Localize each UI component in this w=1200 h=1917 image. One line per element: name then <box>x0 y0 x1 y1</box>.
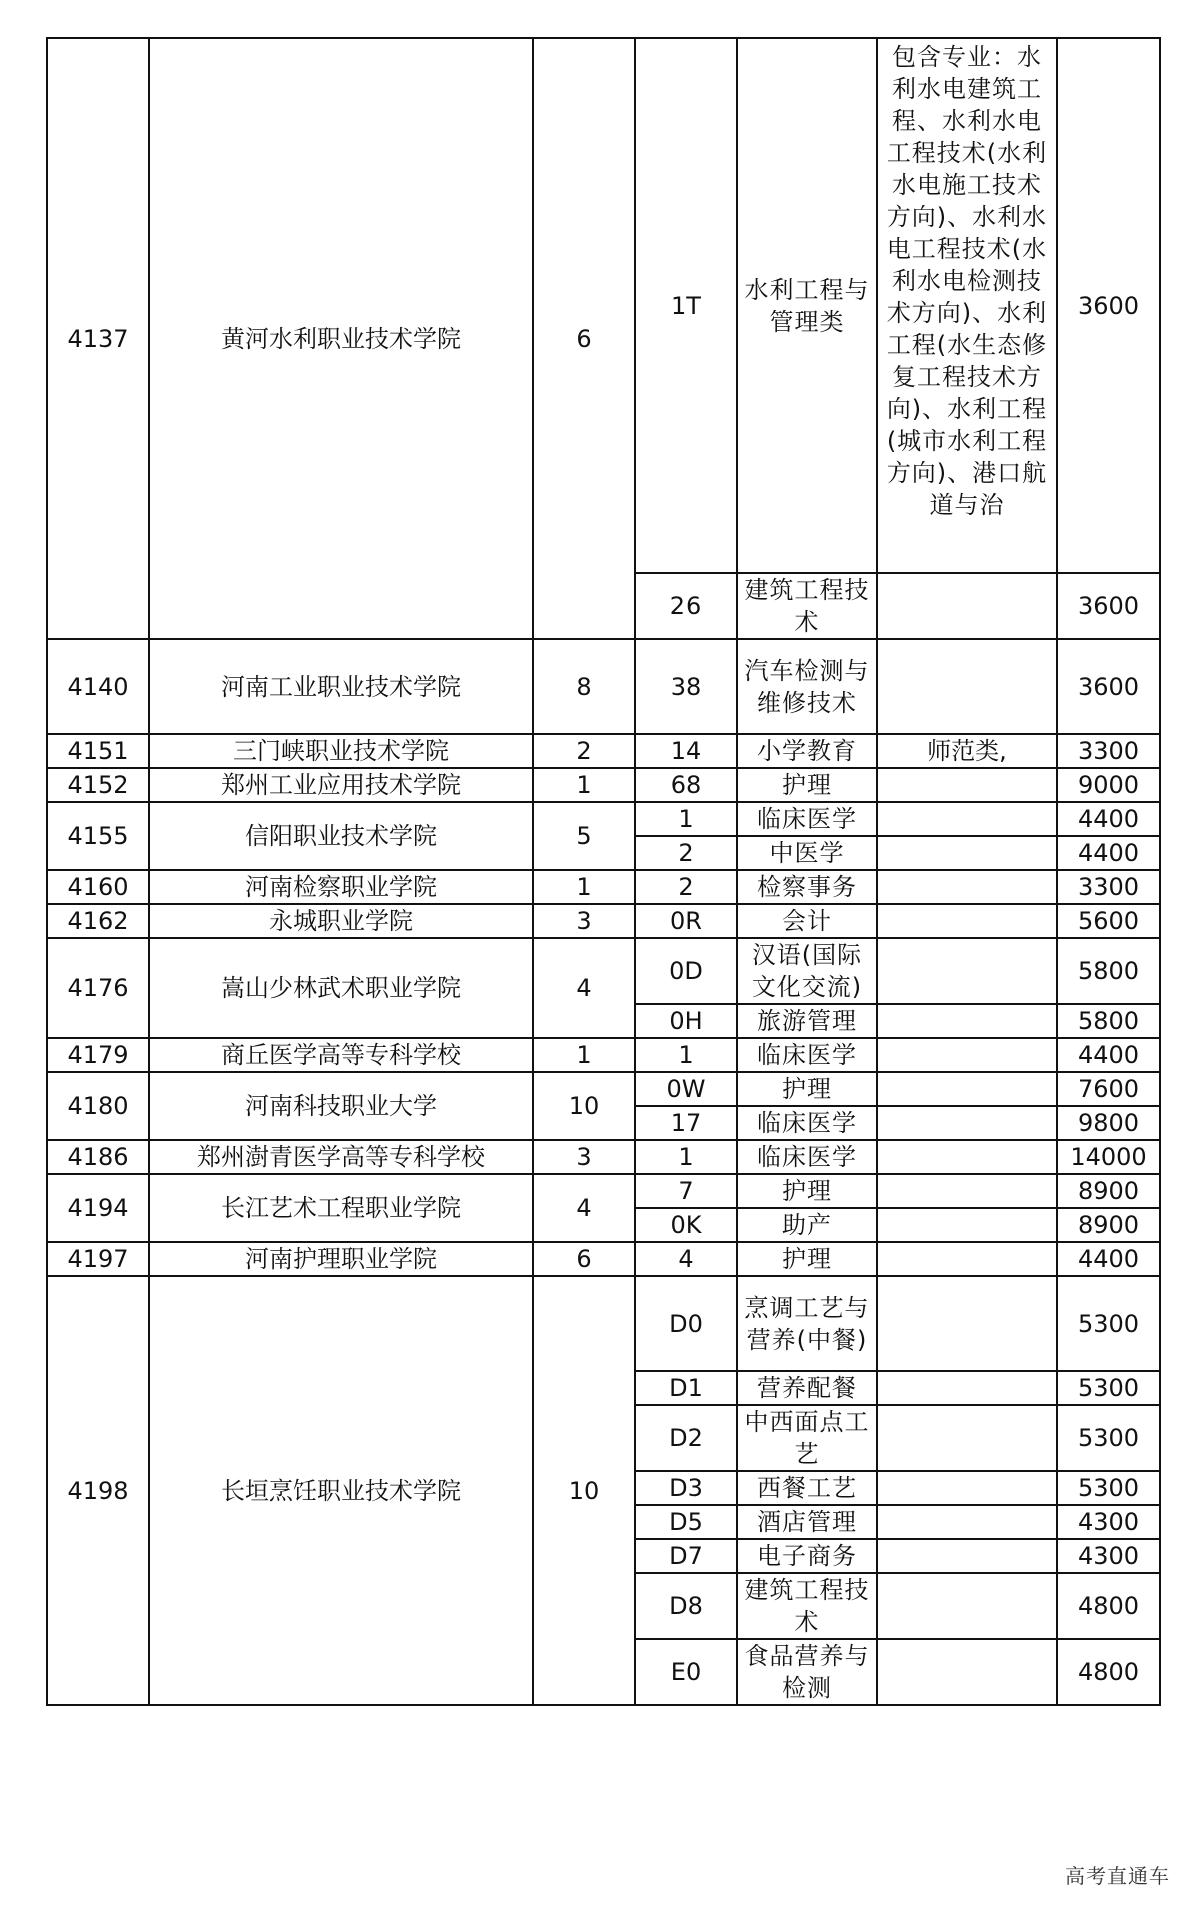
fee-cell: 4400 <box>1057 802 1160 836</box>
major-name-cell: 临床医学 <box>737 802 877 836</box>
major-code-cell: 0K <box>635 1208 737 1242</box>
school-name-cell: 商丘医学高等专科学校 <box>149 1038 533 1072</box>
major-code-cell: D8 <box>635 1573 737 1639</box>
major-name-cell: 助产 <box>737 1208 877 1242</box>
major-name-cell: 水利工程与管理类 <box>737 38 877 573</box>
note-cell <box>877 1208 1057 1242</box>
major-code-cell: 1 <box>635 1038 737 1072</box>
table-row <box>47 1276 1160 1371</box>
note-cell <box>877 639 1057 734</box>
note-cell <box>877 1371 1057 1405</box>
plan-count-cell: 10 <box>533 1072 635 1140</box>
fee-cell: 5800 <box>1057 938 1160 1004</box>
major-name-cell: 临床医学 <box>737 1038 877 1072</box>
note-cell <box>877 1276 1057 1371</box>
school-code-cell: 4137 <box>47 38 149 639</box>
plan-count-cell: 4 <box>533 1174 635 1242</box>
fee-cell: 7600 <box>1057 1072 1160 1106</box>
table-row <box>47 1038 1160 1072</box>
major-name-cell: 建筑工程技术 <box>737 1573 877 1639</box>
major-name-cell: 建筑工程技术 <box>737 573 877 639</box>
fee-cell: 9800 <box>1057 1106 1160 1140</box>
plan-count-cell: 2 <box>533 734 635 768</box>
table-row <box>47 1072 1160 1106</box>
major-name-cell: 护理 <box>737 1072 877 1106</box>
major-name-cell: 小学教育 <box>737 734 877 768</box>
school-code-cell: 4186 <box>47 1140 149 1174</box>
note-cell <box>877 938 1057 1004</box>
fee-cell: 4400 <box>1057 836 1160 870</box>
note-cell <box>877 802 1057 836</box>
note-cell <box>877 1140 1057 1174</box>
fee-cell: 5300 <box>1057 1471 1160 1505</box>
fee-cell: 4300 <box>1057 1539 1160 1573</box>
fee-cell: 5300 <box>1057 1371 1160 1405</box>
admissions-table <box>46 37 1161 1706</box>
table-row <box>47 1174 1160 1208</box>
plan-count-cell: 6 <box>533 1242 635 1276</box>
school-name-cell: 郑州澍青医学高等专科学校 <box>149 1140 533 1174</box>
table-row <box>47 639 1160 734</box>
table-row <box>47 870 1160 904</box>
major-name-cell: 电子商务 <box>737 1539 877 1573</box>
major-name-cell: 西餐工艺 <box>737 1471 877 1505</box>
fee-cell: 14000 <box>1057 1140 1160 1174</box>
plan-count-cell: 1 <box>533 768 635 802</box>
fee-cell: 4800 <box>1057 1639 1160 1705</box>
major-name-cell: 临床医学 <box>737 1140 877 1174</box>
fee-cell: 4800 <box>1057 1573 1160 1639</box>
school-code-cell: 4179 <box>47 1038 149 1072</box>
watermark: 高考直通车 <box>1065 1864 1170 1888</box>
fee-cell: 5300 <box>1057 1405 1160 1471</box>
note-cell <box>877 1038 1057 1072</box>
note-cell <box>877 1242 1057 1276</box>
major-code-cell: D1 <box>635 1371 737 1405</box>
school-name-cell: 永城职业学院 <box>149 904 533 938</box>
fee-cell: 3300 <box>1057 870 1160 904</box>
major-code-cell: 26 <box>635 573 737 639</box>
major-code-cell: 4 <box>635 1242 737 1276</box>
fee-cell: 3600 <box>1057 639 1160 734</box>
major-code-cell: E0 <box>635 1639 737 1705</box>
plan-count-cell: 8 <box>533 639 635 734</box>
fee-cell: 4400 <box>1057 1038 1160 1072</box>
major-code-cell: D5 <box>635 1505 737 1539</box>
note-cell <box>877 1405 1057 1471</box>
major-name-cell: 护理 <box>737 768 877 802</box>
school-name-cell: 信阳职业技术学院 <box>149 802 533 870</box>
major-name-cell: 护理 <box>737 1174 877 1208</box>
table-row <box>47 734 1160 768</box>
school-code-cell: 4180 <box>47 1072 149 1140</box>
school-code-cell: 4198 <box>47 1276 149 1705</box>
major-name-cell: 中医学 <box>737 836 877 870</box>
fee-cell: 4300 <box>1057 1505 1160 1539</box>
school-name-cell: 黄河水利职业技术学院 <box>149 38 533 639</box>
fee-cell: 4400 <box>1057 1242 1160 1276</box>
school-code-cell: 4194 <box>47 1174 149 1242</box>
note-cell <box>877 768 1057 802</box>
major-name-cell: 烹调工艺与营养(中餐) <box>737 1276 877 1371</box>
major-name-cell: 汽车检测与维修技术 <box>737 639 877 734</box>
school-name-cell: 三门峡职业技术学院 <box>149 734 533 768</box>
note-cell <box>877 1174 1057 1208</box>
major-name-cell: 营养配餐 <box>737 1371 877 1405</box>
major-name-cell: 旅游管理 <box>737 1004 877 1038</box>
plan-count-cell: 3 <box>533 904 635 938</box>
note-cell <box>877 836 1057 870</box>
major-code-cell: 17 <box>635 1106 737 1140</box>
major-name-cell: 食品营养与检测 <box>737 1639 877 1705</box>
major-code-cell: 1T <box>635 38 737 573</box>
school-name-cell: 河南科技职业大学 <box>149 1072 533 1140</box>
school-code-cell: 4197 <box>47 1242 149 1276</box>
school-code-cell: 4155 <box>47 802 149 870</box>
fee-cell: 8900 <box>1057 1208 1160 1242</box>
major-code-cell: 68 <box>635 768 737 802</box>
school-name-cell: 长垣烹饪职业技术学院 <box>149 1276 533 1705</box>
major-name-cell: 汉语(国际文化交流) <box>737 938 877 1004</box>
plan-count-cell: 6 <box>533 38 635 639</box>
fee-cell: 3600 <box>1057 573 1160 639</box>
major-code-cell: 0H <box>635 1004 737 1038</box>
plan-count-cell: 5 <box>533 802 635 870</box>
school-name-cell: 河南工业职业技术学院 <box>149 639 533 734</box>
fee-cell: 3300 <box>1057 734 1160 768</box>
plan-count-cell: 10 <box>533 1276 635 1705</box>
major-code-cell: D0 <box>635 1276 737 1371</box>
note-cell <box>877 870 1057 904</box>
note-cell <box>877 904 1057 938</box>
major-code-cell: 1 <box>635 1140 737 1174</box>
major-name-cell: 临床医学 <box>737 1106 877 1140</box>
school-name-cell: 嵩山少林武术职业学院 <box>149 938 533 1038</box>
note-cell <box>877 1573 1057 1639</box>
plan-count-cell: 1 <box>533 1038 635 1072</box>
school-code-cell: 4176 <box>47 938 149 1038</box>
school-code-cell: 4140 <box>47 639 149 734</box>
major-code-cell: D7 <box>635 1539 737 1573</box>
note-cell <box>877 1539 1057 1573</box>
note-cell <box>877 1505 1057 1539</box>
major-code-cell: 0R <box>635 904 737 938</box>
major-code-cell: 38 <box>635 639 737 734</box>
major-code-cell: 1 <box>635 802 737 836</box>
table-row <box>47 768 1160 802</box>
table-row <box>47 38 1160 573</box>
note-cell <box>877 1072 1057 1106</box>
major-name-cell: 护理 <box>737 1242 877 1276</box>
fee-cell: 9000 <box>1057 768 1160 802</box>
table-row <box>47 938 1160 1004</box>
note-cell <box>877 1639 1057 1705</box>
school-name-cell: 郑州工业应用技术学院 <box>149 768 533 802</box>
major-code-cell: 0D <box>635 938 737 1004</box>
plan-count-cell: 4 <box>533 938 635 1038</box>
plan-count-cell: 3 <box>533 1140 635 1174</box>
fee-cell: 5600 <box>1057 904 1160 938</box>
major-name-cell: 检察事务 <box>737 870 877 904</box>
note-cell <box>877 38 1057 573</box>
note-cell <box>877 1471 1057 1505</box>
school-name-cell: 长江艺术工程职业学院 <box>149 1174 533 1242</box>
major-code-cell: 14 <box>635 734 737 768</box>
school-code-cell: 4152 <box>47 768 149 802</box>
major-code-cell: 2 <box>635 836 737 870</box>
major-code-cell: D2 <box>635 1405 737 1471</box>
major-code-cell: 7 <box>635 1174 737 1208</box>
fee-cell: 5300 <box>1057 1276 1160 1371</box>
fee-cell: 5800 <box>1057 1004 1160 1038</box>
school-code-cell: 4151 <box>47 734 149 768</box>
note-text: 包含专业：水利水电建筑工程、水利水电工程技术(水利水电施工技术方向)、水利水电工程技术(水利水电检测技术方向)、水利工程(水生态修复工程技术方向)、水利工程(城市水利工程方向)、港口航道与治 <box>886 42 1048 519</box>
note-cell <box>877 1106 1057 1140</box>
note-cell <box>877 1004 1057 1038</box>
major-name-cell: 中西面点工艺 <box>737 1405 877 1471</box>
school-code-cell: 4160 <box>47 870 149 904</box>
note-cell <box>877 573 1057 639</box>
school-code-cell: 4162 <box>47 904 149 938</box>
table-row <box>47 1140 1160 1174</box>
note-cell: 师范类, <box>877 734 1057 768</box>
school-name-cell: 河南检察职业学院 <box>149 870 533 904</box>
major-name-cell: 酒店管理 <box>737 1505 877 1539</box>
major-code-cell: D3 <box>635 1471 737 1505</box>
table-row <box>47 802 1160 836</box>
table-row <box>47 904 1160 938</box>
school-name-cell: 河南护理职业学院 <box>149 1242 533 1276</box>
major-code-cell: 0W <box>635 1072 737 1106</box>
fee-cell: 8900 <box>1057 1174 1160 1208</box>
table-row <box>47 1242 1160 1276</box>
plan-count-cell: 1 <box>533 870 635 904</box>
major-name-cell: 会计 <box>737 904 877 938</box>
major-code-cell: 2 <box>635 870 737 904</box>
fee-cell: 3600 <box>1057 38 1160 573</box>
